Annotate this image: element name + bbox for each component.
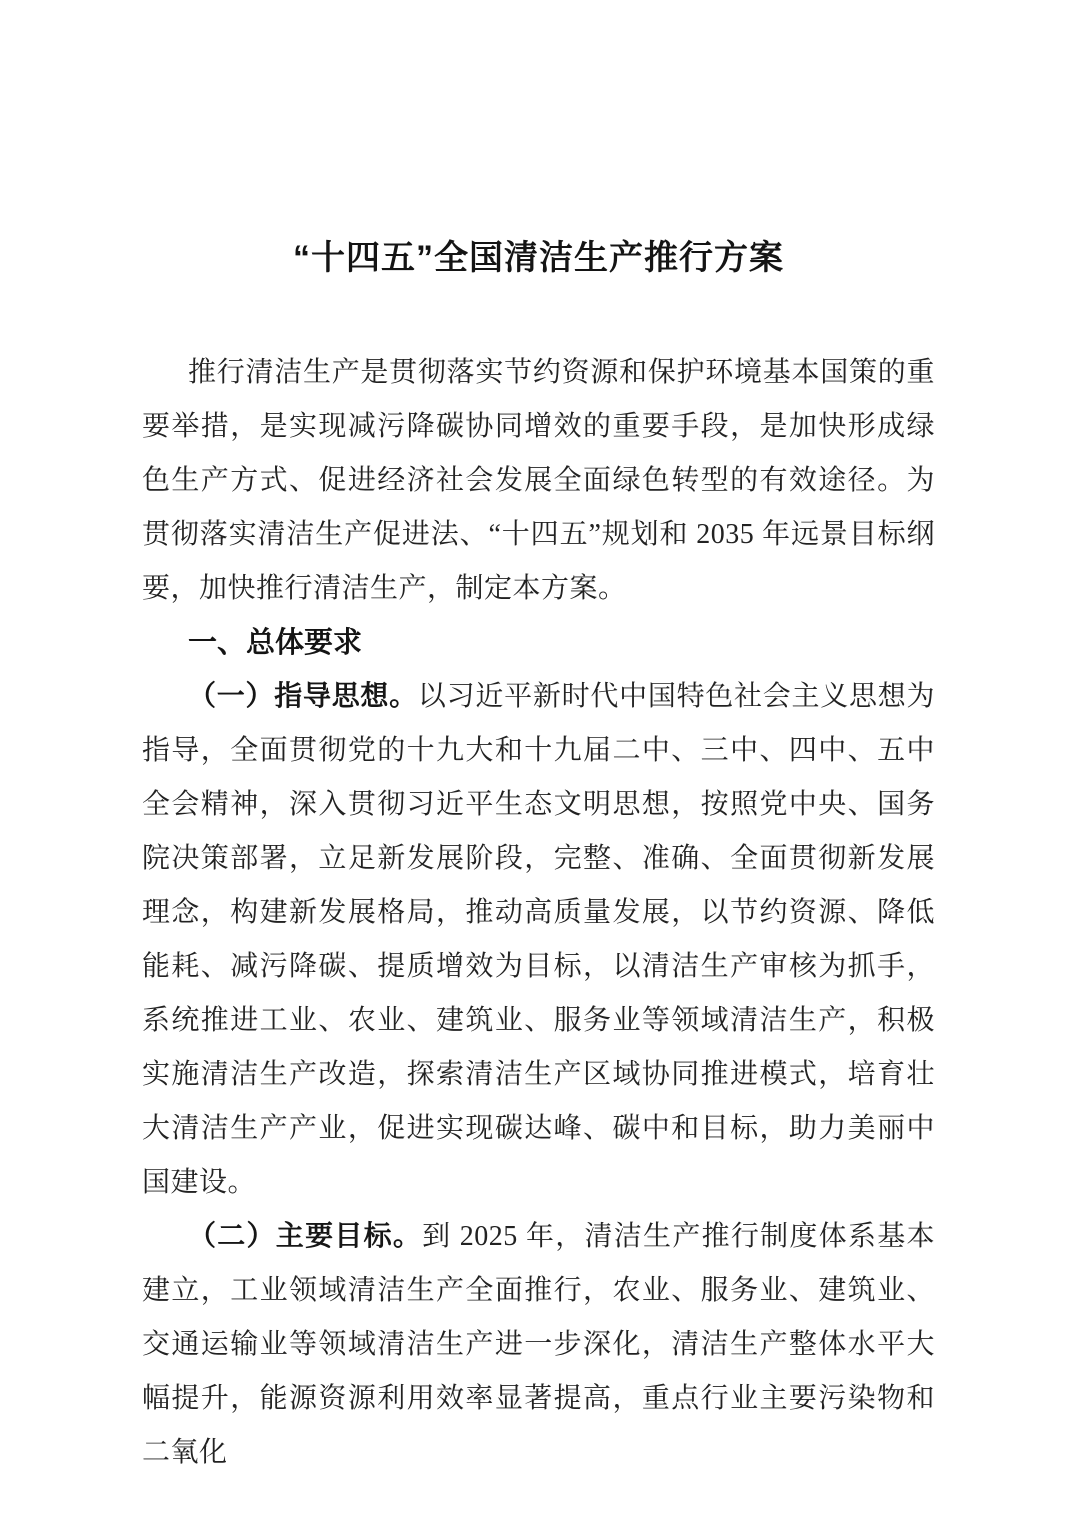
paragraph-guiding-ideology-lead: （一）指导思想。: [188, 681, 418, 712]
paragraph-main-goals-text: 到 2025 年，清洁生产推行制度体系基本建立，工业领域清洁生产全面推行，农业、服务业、建筑业、交通运输业等领域清洁生产进一步深化，清洁生产整体水平大幅提升，能源资源利用效率显著提高，重点行业主要污染物和二氧化: [142, 1221, 935, 1468]
paragraph-guiding-ideology-text: 以习近平新时代中国特色社会主义思想为指导，全面贯彻党的十九大和十九届二中、三中、四中、五中全会精神，深入贯彻习近平生态文明思想，按照党中央、国务院决策部署，立足新发展阶段，完整、准确、全面贯彻新发展理念，构建新发展格局，推动高质量发展，以节约资源、降低能耗、减污降碳、提质增效为目标，以清洁生产审核为抓手，系统推进工业、农业、建筑业、服务业等领域清洁生产，积极实施清洁生产改造，探索清洁生产区域协同推进模式，培育壮大清洁生产产业，促进实现碳达峰、碳中和目标，助力美丽中国建设。: [142, 681, 935, 1198]
document-title: “十四五”全国清洁生产推行方案: [293, 239, 784, 277]
intro-paragraph: 推行清洁生产是贯彻落实节约资源和保护环境基本国策的重要举措，是实现减污降碳协同增效的重要手段，是加快形成绿色生产方式、促进经济社会发展全面绿色转型的有效途径。为贯彻落实清洁生产促进法、“十四五”规划和 2035 年远景目标纲要，加快推行清洁生产，制定本方案。: [142, 357, 935, 604]
paragraph-main-goals-lead: （二）主要目标。: [188, 1221, 423, 1252]
paragraph-main-goals: [142, 1210, 935, 1480]
paragraph-guiding-ideology: [142, 670, 935, 1210]
section-heading-overall-requirements: 一、总体要求: [188, 627, 363, 659]
